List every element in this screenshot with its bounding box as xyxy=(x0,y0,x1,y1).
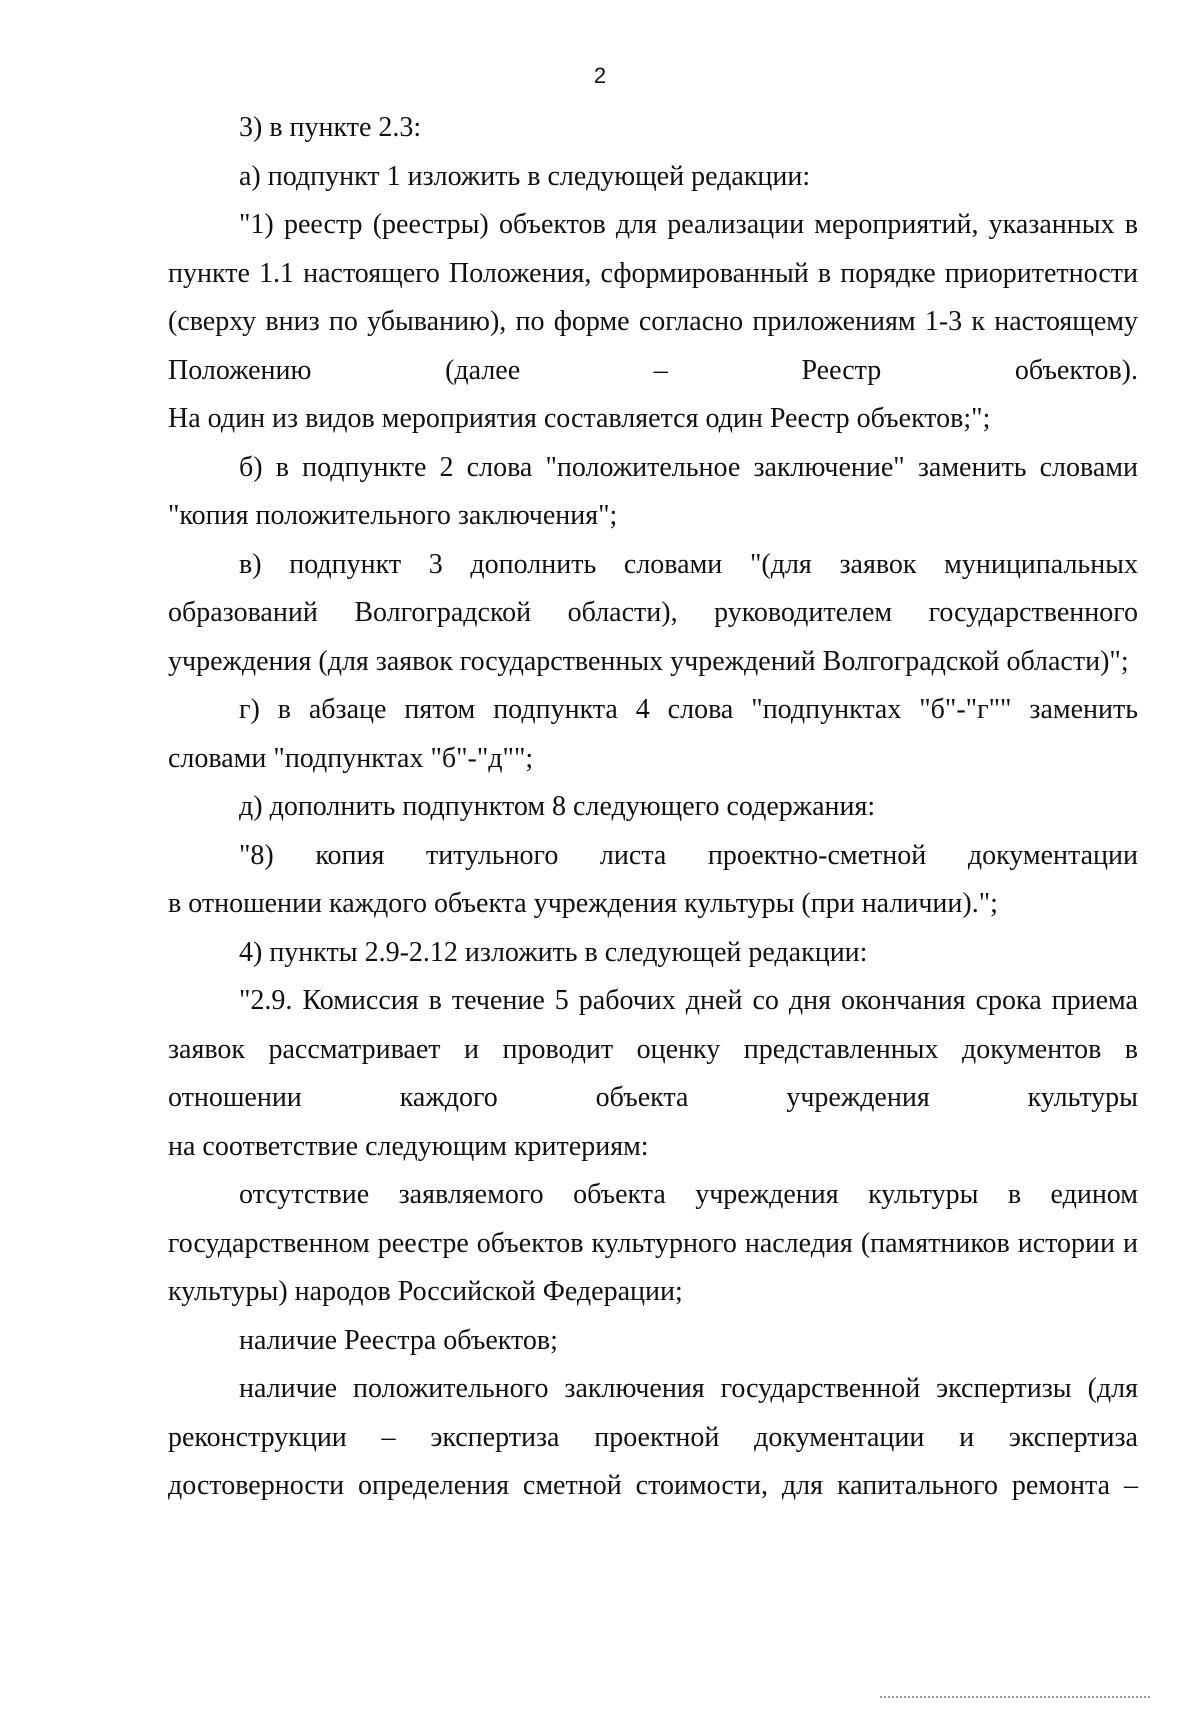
paragraph: в) подпункт 3 дополнить словами "(для заявок муниципальных образований Волгоградской области), руководителем государственного учреждения (для заявок государственных учреждений Волгоградской области)"; xyxy=(168,548,1138,677)
paragraph: "1) реестр (реестры) объектов для реализации мероприятий, указанных в пункте 1.1 настоящего Положения, сформированный в порядке приоритетности (сверху вниз по убыванию), по форме согласно приложениям 1-3 к настоящему Положению (далее – Реестр объектов). xyxy=(168,209,1138,386)
paragraph: на соответствие следующим критериям: xyxy=(168,1130,649,1162)
paragraph: а) подпункт 1 изложить в следующей редакции: xyxy=(239,160,811,192)
paragraph: На один из видов мероприятия составляется один Реестр объектов;"; xyxy=(168,403,991,434)
document-body xyxy=(168,104,1138,1511)
paragraph: наличие Реестра объектов; xyxy=(239,1324,558,1356)
paragraph: отсутствие заявляемого объекта учреждения культуры в едином государственном реестре объектов культурного наследия (памятников истории и культуры) народов Российской Федерации; xyxy=(168,1179,1138,1307)
paragraph: наличие положительного заключения государственной экспертизы (для реконструкции – экспертиза проектной документации и экспертиза достоверности определения сметной стоимости, для капитального ремонта – xyxy=(168,1373,1138,1501)
paragraph: б) в подпункте 2 слова "положительное заключение" заменить словами "копия положительного заключения"; xyxy=(168,451,1138,531)
paragraph: "8) копия титульного листа проектно-сметной документации xyxy=(239,839,1138,871)
paragraph: д) дополнить подпунктом 8 следующего содержания: xyxy=(239,791,876,822)
paragraph: "2.9. Комиссия в течение 5 рабочих дней со дня окончания срока приема заявок рассматривает и проводит оценку представленных документов в отношении каждого объекта учреждения культуры xyxy=(168,985,1138,1113)
paragraph: 3) в пункте 2.3: xyxy=(239,112,422,143)
scan-artifact-line xyxy=(880,1696,1150,1702)
page-number: 2 xyxy=(593,63,607,88)
paragraph: г) в абзаце пятом подпункта 4 слова "подпунктах "б"-"г"" заменить словами "подпунктах "б"-"д""; xyxy=(168,694,1138,774)
paragraph: 4) пункты 2.9-2.12 изложить в следующей редакции: xyxy=(239,936,868,968)
paragraph: в отношении каждого объекта учреждения культуры (при наличии)."; xyxy=(168,888,998,919)
